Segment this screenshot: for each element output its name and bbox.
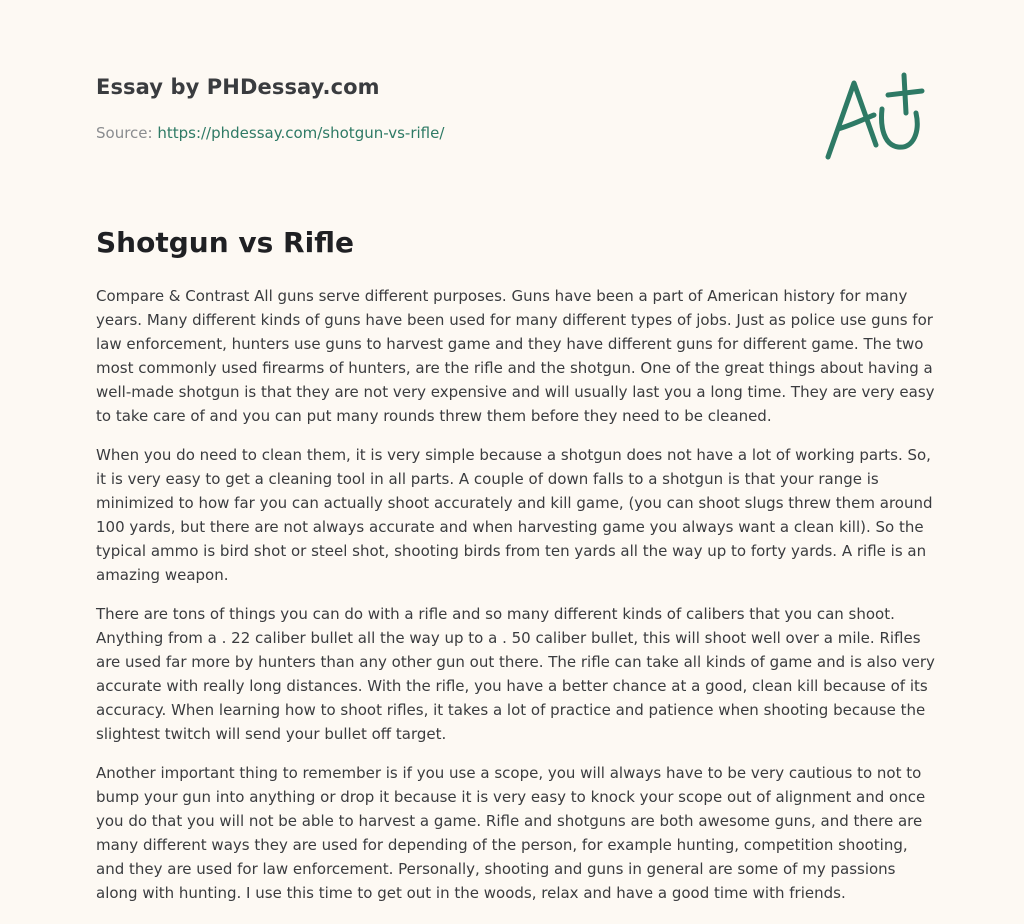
essay-body [96, 284, 936, 920]
source-line [96, 124, 444, 142]
essay-paragraph: There are tons of things you can do with a rifle and so many different kinds of calibers that you can shoot. Anything from a . 22 caliber bullet all the way up to a . 50 caliber bullet, this will shoot well over a mile. Rifles are used far more by hunters than any other gun out there. The rifle can take all kinds of game and is also very accurate with really long distances. With the rifle, you have a better chance at a good, clean kill because of its accuracy. When learning how to shoot rifles, it takes a lot of practice and patience when shooting because the slightest twitch will send your bullet off target. [96, 605, 935, 743]
a-plus-logo-icon [824, 69, 928, 165]
essay-paragraph: Another important thing to remember is if you use a scope, you will always have to be very cautious to not to bump your gun into anything or drop it because it is very easy to knock your scope out of alignment and once you do that you will not be able to harvest a game. Rifle and shotguns are both awesome guns, and there are many different ways they are used for depending of the person, for example hunting, competition shooting, and they are used for law enforcement. Personally, shooting and guns in general are some of my passions along with hunting. I use this time to get out in the woods, relax and have a good time with friends. [96, 764, 926, 902]
source-link[interactable]: https://phdessay.com/shotgun-vs-rifle/ [157, 124, 445, 142]
essay-title: Shotgun vs Rifle [96, 226, 354, 259]
source-label: Source: [96, 124, 158, 142]
essay-paragraph: Compare & Contrast All guns serve different purposes. Guns have been a part of American history for many years. Many different kinds of guns have been used for many different types of jobs. Just as police use guns for law enforcement, hunters use guns to harvest game and they have different guns for different game. The two most commonly used firearms of hunters, are the rifle and the shotgun. One of the great things about having a well-made shotgun is that they are not very expensive and will usually last you a long time. They are very easy to take care of and you can put many rounds threw them before they need to be cleaned. [96, 287, 935, 425]
page-header [96, 75, 936, 175]
essay-paragraph: When you do need to clean them, it is very simple because a shotgun does not have a lot of working parts. So, it is very easy to get a cleaning tool in all parts. A couple of down falls to a shotgun is that your range is minimized to how far you can actually shoot accurately and kill game, (you can shoot slugs threw them around 100 yards, but there are not always accurate and when harvesting game you always want a clean kill). So the typical ammo is bird shot or steel shot, shooting birds from ten yards all the way up to forty yards. A rifle is an amazing weapon. [96, 446, 933, 584]
brand-title: Essay by PHDessay.com [96, 75, 380, 99]
